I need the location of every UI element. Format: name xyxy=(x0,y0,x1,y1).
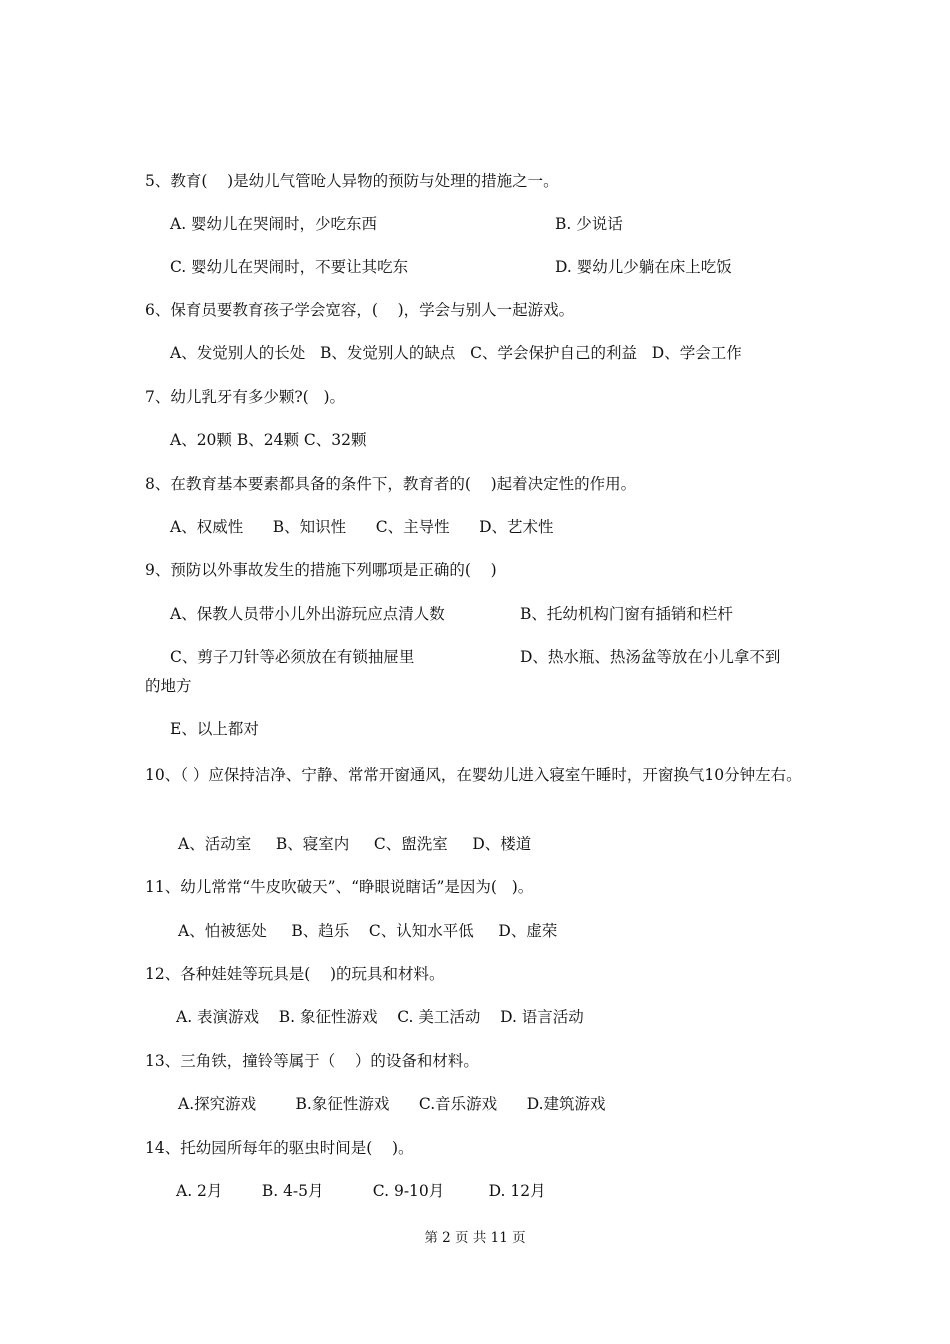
question-11-options: A、怕被惩处 B、趋乐 C、认知水平低 D、虚荣 xyxy=(178,922,558,940)
question-5-option-c: C. 婴幼儿在哭闹时，不要让其吃东 xyxy=(170,258,409,276)
question-5-option-b: B. 少说话 xyxy=(555,215,623,233)
question-9-option-e: E、以上都对 xyxy=(170,720,259,738)
question-14-options: A. 2月 B. 4-5月 C. 9-10月 D. 12月 xyxy=(176,1182,546,1200)
question-5-stem: 5、教育( )是幼儿气管呛人异物的预防与处理的措施之一。 xyxy=(145,172,559,190)
page-footer: 第 2 页 共 11 页 xyxy=(424,1230,526,1246)
question-10-stem: 10、（ ）应保持洁净、宁静、常常开窗通风，在婴幼儿进入寝室午睡时，开窗换气10分钟左右。 xyxy=(145,766,802,784)
question-12-options: A. 表演游戏 B. 象征性游戏 C. 美工活动 D. 语言活动 xyxy=(176,1008,584,1026)
question-9-option-d-continued: 的地方 xyxy=(145,677,192,695)
question-5-option-d: D. 婴幼儿少躺在床上吃饭 xyxy=(555,258,732,276)
question-13-stem: 13、三角铁，撞铃等属于（ ）的设备和材料。 xyxy=(145,1052,479,1070)
question-10-options: A、活动室 B、寝室内 C、盥洗室 D、楼道 xyxy=(178,835,532,853)
question-11-stem: 11、幼儿常常“牛皮吹破天”、“睁眼说瞎话”是因为( )。 xyxy=(145,878,534,896)
question-14-stem: 14、托幼园所每年的驱虫时间是( )。 xyxy=(145,1139,414,1157)
question-6-options: A、发觉别人的长处 B、发觉别人的缺点 C、学会保护自己的利益 D、学会工作 xyxy=(170,344,742,362)
question-5-option-a: A. 婴幼儿在哭闹时，少吃东西 xyxy=(170,215,378,233)
question-9-option-a: A、保教人员带小儿外出游玩应点清人数 xyxy=(170,605,445,623)
question-8-stem: 8、在教育基本要素都具备的条件下，教育者的( )起着决定性的作用。 xyxy=(145,475,637,493)
question-13-options: A.探究游戏 B.象征性游戏 C.音乐游戏 D.建筑游戏 xyxy=(178,1095,606,1113)
question-7-stem: 7、幼儿乳牙有多少颗?( )。 xyxy=(145,388,346,406)
question-9-option-b: B、托幼机构门窗有插销和栏杆 xyxy=(520,605,733,623)
question-6-stem: 6、保育员要教育孩子学会宽容，( )，学会与别人一起游戏。 xyxy=(145,301,575,319)
question-8-options: A、权威性 B、知识性 C、主导性 D、艺术性 xyxy=(170,518,554,536)
question-9-option-c: C、剪子刀针等必须放在有锁抽屉里 xyxy=(170,648,415,666)
question-7-options: A、20颗 B、24颗 C、32颗 xyxy=(170,431,367,449)
question-9-stem: 9、预防以外事故发生的措施下列哪项是正确的( ) xyxy=(145,561,497,579)
question-9-option-d: D、热水瓶、热汤盆等放在小儿拿不到 xyxy=(520,648,781,666)
question-12-stem: 12、各种娃娃等玩具是( )的玩具和材料。 xyxy=(145,965,445,983)
